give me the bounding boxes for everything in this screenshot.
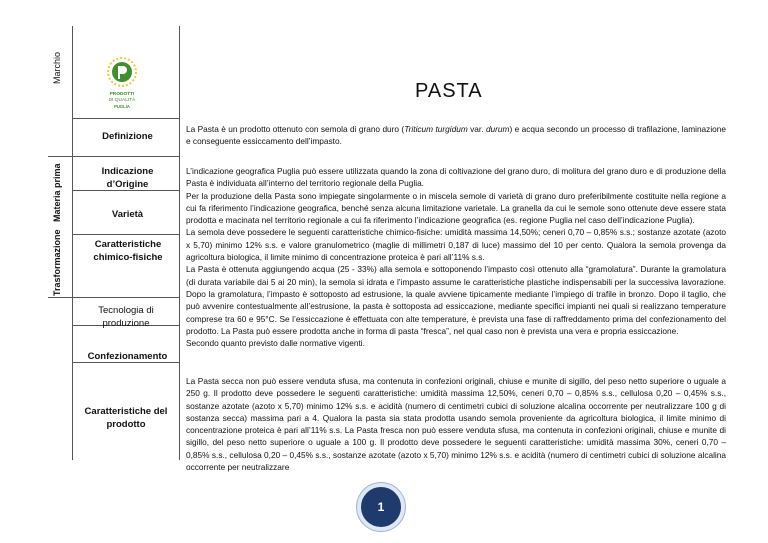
text-materia-prima-block <box>186 165 726 349</box>
side-label-materia-prima: Materia prima <box>52 163 62 222</box>
text-tecnologia-produzione: La Pasta è ottenuta aggiungendo acqua (25 - 33%) alla semola e sottoponendo l’impasto così ottenuto alla “gramolatura”. Durante la gramolatura (di durata variabile dai 5 ai 20 min), la semola si idrata e l’impasto assume le caratteristiche plastiche indispensabili per la successiva lavorazione. Dopo la gramolatura, l’impasto è sottoposto ad estrusione, la quale avviene tipicamente mediante l’impiego di trafile in bronzo. Dopo il taglio, che può avvenire contestualmente all’estrusione, la pasta è sottoposta ad essiccazione, mediante specifici impianti nei quali si realizzano temperature comprese tra 60 e 95°C. Se l’essiccazione è effettuata con alte temperature, è prevista una fase di raffreddamento prima del confezionamento del prodotto. La Pasta può essere prodotta anche in forma di pasta “fresca”, nel qual caso non è prevista una vera e propria essiccazione. <box>186 264 726 336</box>
page-title: PASTA <box>415 80 483 102</box>
label-tecnologia-produzione: Tecnologia di produzione <box>98 305 154 329</box>
text-definizione: La Pasta è un prodotto ottenuto con semola di grano duro (Triticum turgidum var. durum) e acqua secondo un processo di trafilazione, laminazione e conseguente essiccamento dell’impasto. <box>186 124 727 147</box>
label-caratteristiche-chimico-fisiche: Caratteristiche chimico-fisiche <box>93 239 163 263</box>
label-confezionamento: Confezionamento <box>87 351 168 362</box>
text-indicazione-origine: L’indicazione geografica Puglia può essere utilizzata quando la zona di coltivazione del grano duro, di molitura del grano duro e di produzione della Pasta è individuata all’interno del territorio regionale della Puglia. <box>186 166 726 189</box>
text-confezionamento: Secondo quanto previsto dalle normative vigenti. <box>186 338 365 349</box>
row-divider <box>72 234 179 235</box>
text-varieta: Per la produzione della Pasta sono impiegate singolarmente o in miscela semole di varietà di grano duro preferibilmente costituite nella regione a cui fa riferimento l’indicazione geografica, benché senza alcuna limitazione varietale. La granella da cui le semole sono ottenute deve essere stata prodotta e macinata nel territorio regionale a cui fa riferimento l’indicazione geografica (es. regione Puglia nel caso dell’indicazione Puglia). <box>186 190 726 226</box>
row-divider <box>48 297 179 298</box>
text-caratteristiche-prodotto: La Pasta secca non può essere venduta sfusa, ma contenuta in confezioni originali, chiuse e munite di sigillo, del peso netto superiore o uguale a 250 g. Il prodotto deve possedere le seguenti caratteristiche: umidità massima 12,50%, ceneri 0,70 – 0,85% s.s., cellulosa 0,20 – 0,45% s.s., sostanze azotate (azoto x 5,70) minimo 12% s.s. e acidità (numero di centimetri cubici di soluzione alcalina occorrente per neutralizzare 100 g di sostanza secca) massima pari a 4. Qualora la pasta sia stata prodotta usando semola proveniente da agricoltura biologica, il limite minimo di concentrazione proteica è pari all’11% s.s. La Pasta fresca non può essere venduta sfusa, ma contenuta in confezioni originali, chiuse e munite di sigillo, del peso netto superiore o uguale a 100 g. Il prodotto deve possedere le seguenti caratteristiche: umidità massima 30%, ceneri 0,70 – 0,85% s.s., cellulosa 0,20 – 0,45% s.s., sostanze azotate (azoto x 5,70) minimo 12% s.s. e acidità (numero di centimetri cubici di soluzione alcalina occorrente per neutralizzare <box>186 376 726 473</box>
logo-prodotti-qualita-puglia <box>98 56 146 116</box>
page-number-badge: 1 <box>357 483 405 531</box>
row-divider <box>48 156 179 157</box>
logo-line3: PUGLIA <box>114 104 130 109</box>
label-definizione: Definizione <box>102 131 153 142</box>
table-border-left <box>72 26 73 460</box>
side-label-trasformazione: Trasformazione <box>52 229 62 296</box>
logo-line2: DI QUALITÀ <box>108 98 136 103</box>
label-indicazione-origine: Indicazione d’Origine <box>101 166 154 190</box>
text-caratteristiche-chimico-fisiche: La semola deve possedere le seguenti caratteristiche chimico-fisiche: umidità massima 14,50%; ceneri 0,70 – 0,85% s.s.; sostanze azotate (azoto x 5,70) minimo 12% s.s. e valore granulometrico (maglie di millimetri 0,187 di luce) massimo del 10 per cento. Qualora la semola provenga da agricoltura biologica, il limite minimo di concentrazione proteica è pari all’11% s.s. <box>186 227 726 263</box>
side-label-marchio: Marchio <box>52 51 62 84</box>
row-divider <box>72 118 179 119</box>
logo-line1: PRODOTTI <box>109 92 135 97</box>
label-varieta: Varietà <box>111 209 144 220</box>
label-caratteristiche-prodotto: Caratteristiche del prodotto <box>84 406 168 430</box>
table-divider-label <box>179 26 180 460</box>
